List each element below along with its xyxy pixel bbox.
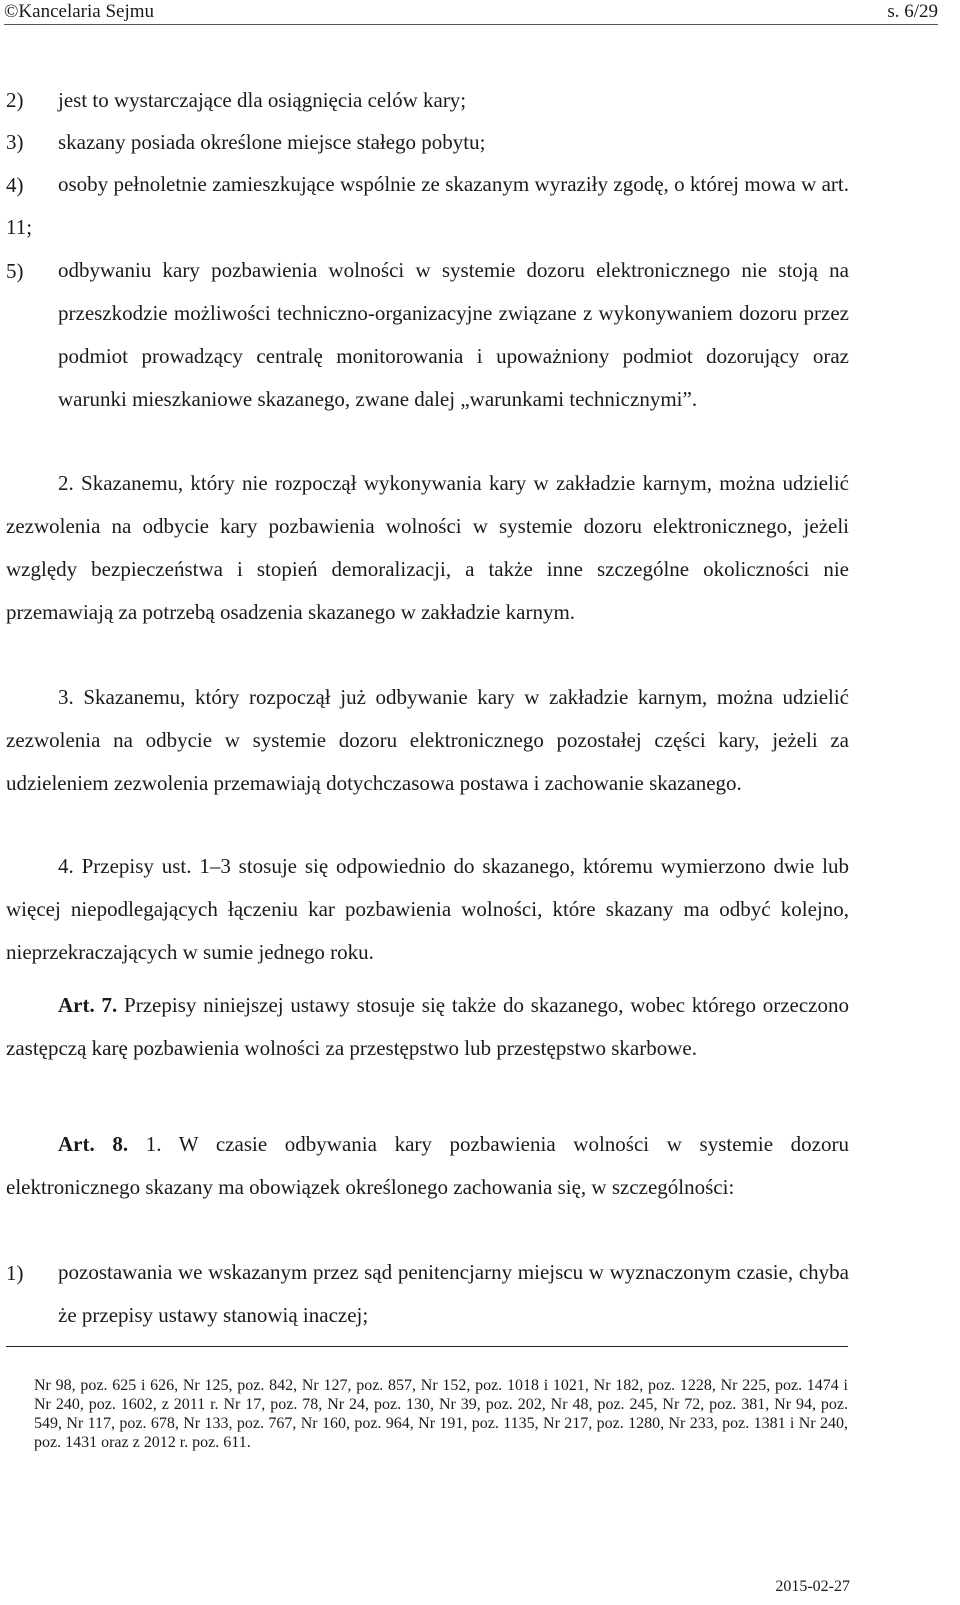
- footnote-divider: [6, 1346, 848, 1347]
- header-divider: [4, 24, 938, 25]
- footnote-text: Nr 98, poz. 625 i 626, Nr 125, poz. 842, Nr 127, poz. 857, Nr 152, poz. 1018 i 1021, Nr 182, poz. 1228, Nr 225, poz. 1474 i Nr 240, poz. 1602, z 2011 r. Nr 17, poz. 78, Nr 24, poz. 130, Nr 39, poz. 202, Nr 48, poz. 245, Nr 72, poz. 381, Nr 94, poz. 549, Nr 117, poz. 678, Nr 133, poz. 767, Nr 160, poz. 964, Nr 191, poz. 1135, Nr 217, poz. 1280, Nr 233, poz. 1381 i Nr 240, poz. 1431 oraz z 2012 r. poz. 611.: [34, 1377, 848, 1451]
- document-date: 2015-02-27: [775, 1578, 850, 1595]
- article-7-label: Art. 7.: [58, 993, 118, 1017]
- article-7-text: Przepisy niniejszej ustawy stosuje się także do skazanego, wobec którego orzeczono zastępczą karę pozbawienia wolności za przestępstwo lub przestępstwo skarbowe.: [6, 993, 850, 1060]
- list-item: [6, 1251, 849, 1337]
- list-item-text: pozostawania we wskazanym przez sąd penitencjarny miejscu w wyznaczonym czasie, chyba że przepisy ustawy stanowią inaczej;: [58, 1260, 849, 1327]
- paragraph-2: 2. Skazanemu, który nie rozpoczął wykonywania kary w zakładzie karnym, można udzielić zezwolenia na odbycie kary pozbawienia wolności w systemie dozoru elektronicznego, jeżeli względy bezpieczeństwa i stopień demoralizacji, a także inne szczególne okoliczności nie przemawiają za potrzebą osadzenia skazanego w zakładzie karnym.: [6, 471, 849, 624]
- list-item-text: odbywaniu kary pozbawienia wolności w systemie dozoru elektronicznego nie stoją na przeszkodzie możliwości techniczno-organizacyjne związane z wykonywaniem dozoru przez podmiot prowadzący centralę monitorowania i upoważniony podmiot dozorujący oraz warunki mieszkaniowe skazanego, zwane dalej „warunkami technicznymi”.: [58, 258, 849, 411]
- article-8: [6, 1123, 849, 1209]
- paragraph-3: 3. Skazanemu, który rozpoczął już odbywanie kary w zakładzie karnym, można udzielić zezwolenia na odbycie w systemie dozoru elektronicznego pozostałej części kary, jeżeli za udzieleniem zezwolenia przemawiają dotychczasowa postawa i zachowanie skazanego.: [6, 685, 849, 795]
- header-source: ©Kancelaria Sejmu: [4, 1, 155, 22]
- list-item-text: jest to wystarczające dla osiągnięcia celów kary;: [58, 88, 467, 112]
- list-item: [6, 163, 849, 249]
- list-item: [6, 130, 849, 155]
- list-item-text: skazany posiada określone miejsce stałego pobytu;: [58, 130, 486, 154]
- list-item-number: 2): [6, 88, 24, 112]
- list-item: [6, 249, 849, 421]
- article-8-label: Art. 8.: [58, 1132, 129, 1156]
- list-item: [6, 88, 849, 113]
- article-7: [6, 984, 849, 1070]
- page-number: s. 6/29: [887, 1, 938, 22]
- list-item-number: 5): [6, 259, 24, 283]
- list-item-number: 3): [6, 130, 24, 154]
- article-8-text: 1. W czasie odbywania kary pozbawienia wolności w systemie dozoru elektronicznego skazany ma obowiązek określonego zachowania się, w szczególności:: [6, 1132, 849, 1199]
- list-item-number: 4): [6, 173, 24, 197]
- list-item-number: 1): [6, 1261, 24, 1285]
- paragraph-4: 4. Przepisy ust. 1–3 stosuje się odpowiednio do skazanego, któremu wymierzono dwie lub więcej niepodlegających łączeniu kar pozbawienia wolności, które skazany ma odbyć kolejno, nieprzekraczających w sumie jednego roku.: [6, 854, 849, 964]
- list-item-text: osoby pełnoletnie zamieszkujące wspólnie ze skazanym wyraziły zgodę, o której mowa w art. 11;: [6, 172, 849, 239]
